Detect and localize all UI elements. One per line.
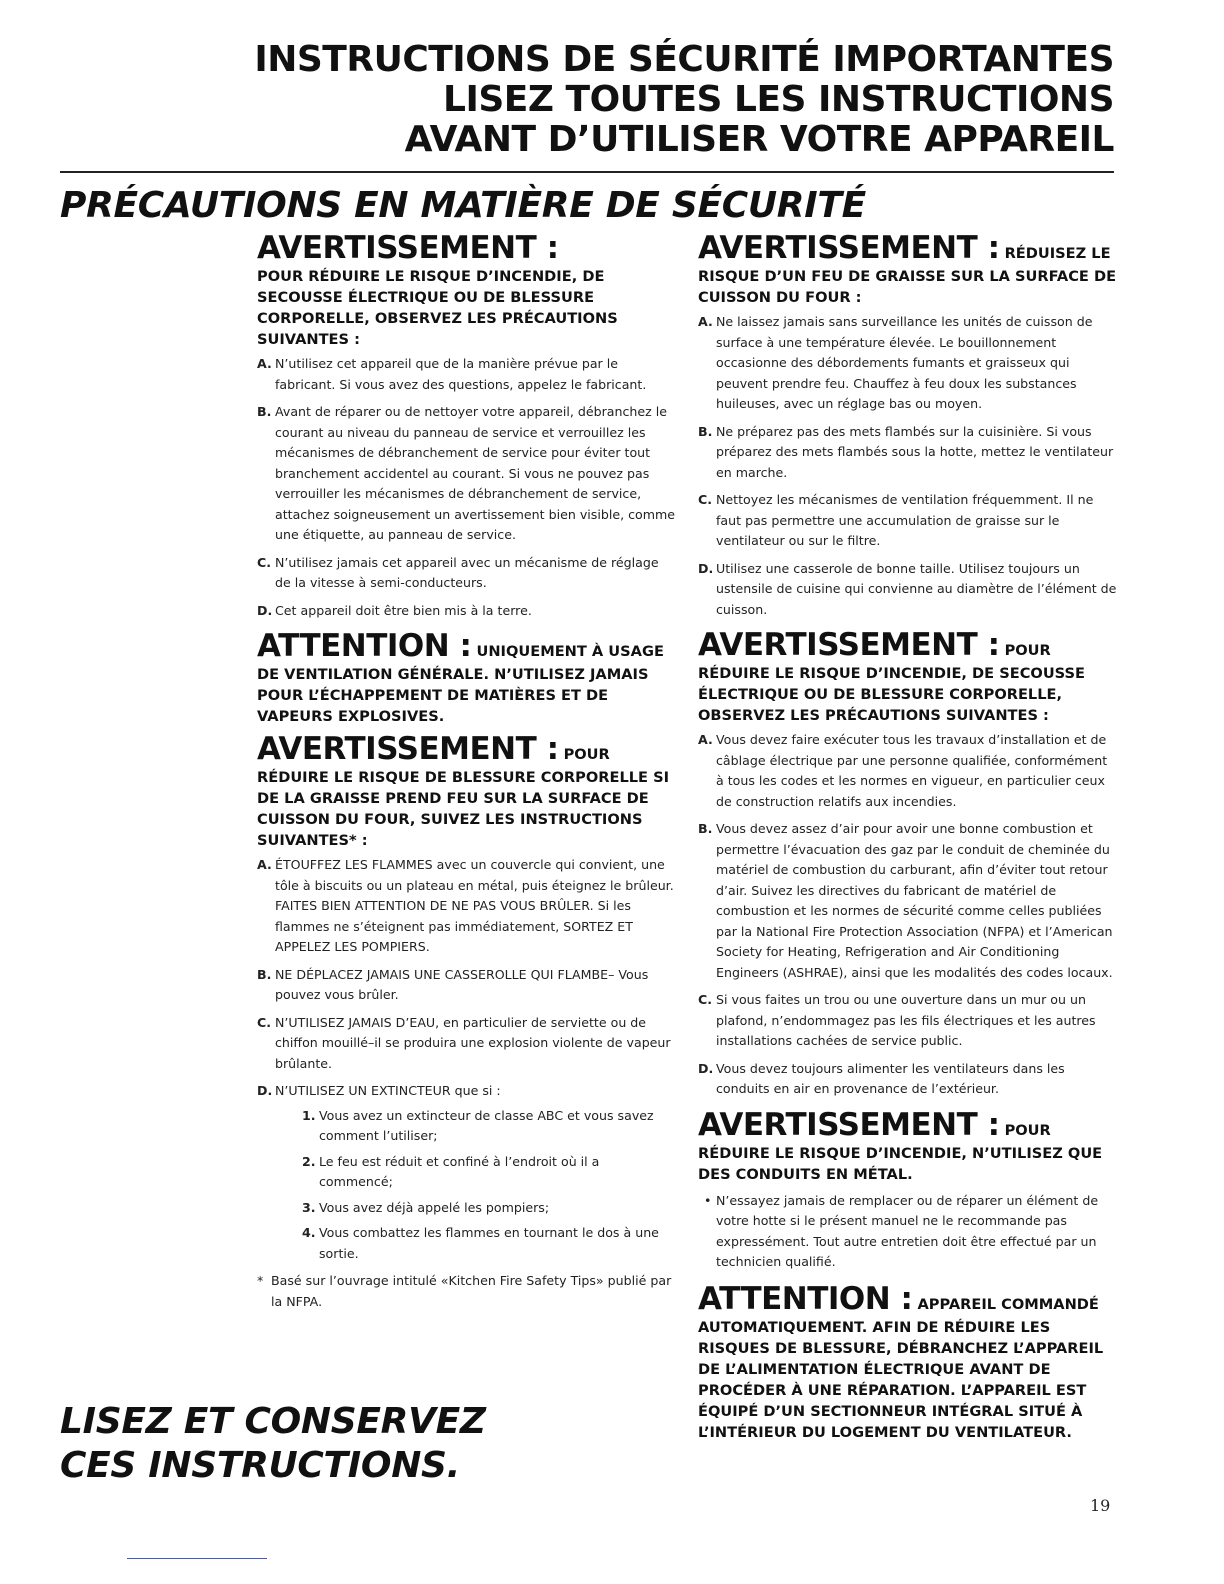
warning-word: AVERTISSEMENT [698, 1106, 978, 1143]
list-item [257, 601, 675, 622]
sub-item-text: Le feu est réduit et confiné à l’endroit où il a commencé; [319, 1153, 600, 1189]
item-label: D. [698, 560, 714, 576]
item-text: N’utilisez cet appareil que de la manière prévue par le fabricant. Si vous avez des questions, appelez le fabricant. [275, 356, 647, 392]
item-text: N’UTILISEZ JAMAIS D’EAU, en particulier de serviette ou de chiffon mouillé–il se produira une explosion violente de vapeur brûlante. [275, 1014, 671, 1071]
list-item [257, 1013, 675, 1075]
warning-block-5 [698, 1107, 1118, 1273]
page-header [214, 40, 1114, 160]
item-label: C. [698, 992, 713, 1007]
caution-separator: : [449, 628, 472, 664]
item-label: B. [698, 423, 713, 439]
warning-text: POUR RÉDUIRE LE RISQUE D’INCENDIE, DE SECOUSSE ÉLECTRIQUE OU DE BLESSURE CORPORELLE, OBSERVEZ LES PRÉCAUTIONS SUIVANTES : [257, 268, 618, 348]
caution-text: UNIQUEMENT À USAGE DE VENTILATION GÉNÉRALE. N’UTILISEZ JAMAIS POUR L’ÉCHAPPEMENT DE MATIÈRES ET DE VAPEURS EXPLOSIVES. [257, 643, 664, 725]
item-label: B. [257, 966, 272, 982]
warning-word: AVERTISSEMENT [698, 230, 978, 266]
item-label: C. [698, 492, 713, 507]
bullet-item [698, 1191, 1118, 1273]
warning-word: AVERTISSEMENT [698, 627, 978, 663]
item-label: A. [257, 857, 272, 872]
item-label: A. [257, 356, 272, 371]
header-line-3: AVANT D’UTILISER VOTRE APPAREIL [404, 119, 1114, 160]
sub-item-text: Vous avez déjà appelé les pompiers; [319, 1199, 550, 1215]
warning-text: POUR RÉDUIRE LE RISQUE D’INCENDIE, N’UTILISEZ QUE DES CONDUITS EN MÉTAL. [698, 1121, 1103, 1183]
list-item [698, 819, 1118, 983]
list-item [257, 354, 675, 395]
closing-line-2: CES INSTRUCTIONS. [60, 1445, 461, 1486]
list-item [698, 1059, 1118, 1100]
item-text: N’utilisez jamais cet appareil avec un mécanisme de réglage de la vitesse à semi-conducteurs. [275, 554, 659, 590]
warning-text: POUR RÉDUIRE LE RISQUE DE BLESSURE CORPORELLE SI DE LA GRAISSE PREND FEU SUR LA SURFACE DE CUISSON DU FOUR, SUIVEZ LES INSTRUCTIONS SUIVANTES* : [257, 746, 670, 849]
list-item [698, 730, 1118, 812]
caution-block-1 [257, 628, 675, 727]
warning-text: POUR RÉDUIRE LE RISQUE D’INCENDIE, DE SECOUSSE ÉLECTRIQUE OU DE BLESSURE CORPORELLE, OBSERVEZ LES PRÉCAUTIONS SUIVANTES : [698, 642, 1085, 724]
item-text: Ne préparez pas des mets flambés sur la cuisinière. Si vous préparez des mets flambés sous la hotte, mettez le ventilateur en marche. [716, 423, 1114, 480]
item-text: Vous devez faire exécuter tous les travaux d’installation et de câblage électrique par une personne qualifiée, conformément à tous les codes et les normes en vigueur, en particulier ceux de construction relatifs aux incendies. [716, 732, 1108, 809]
item-text: Si vous faites un trou ou une ouverture dans un mur ou un plafond, n’endommagez pas les fils électriques et les autres installations cachées de service public. [716, 992, 1096, 1048]
list-item [257, 965, 675, 1006]
warning-separator: : [977, 627, 1000, 663]
list-item [698, 559, 1118, 621]
sub-list-item [275, 1198, 675, 1219]
warning-separator: : [536, 230, 559, 266]
sub-item-label: 3. [302, 1199, 316, 1215]
item-text: Cet appareil doit être bien mis à la terre. [275, 602, 532, 618]
list-item [257, 402, 675, 546]
list-item [698, 990, 1118, 1052]
item-text: N’UTILISEZ UN EXTINCTEUR que si : [275, 1083, 501, 1098]
warning-separator: : [536, 731, 559, 767]
caution-word: ATTENTION [698, 1280, 891, 1317]
item-label: A. [698, 732, 713, 747]
list-item [698, 312, 1118, 415]
footnote [257, 1271, 675, 1312]
item-text: Utilisez une casserole de bonne taille. Utilisez toujours un ustensile de cuisine qui convienne au diamètre de l’élément de cuisson. [716, 560, 1117, 617]
item-label: D. [257, 1083, 273, 1098]
sub-list-item [275, 1106, 675, 1147]
caution-separator: : [890, 1280, 913, 1317]
item-label: B. [257, 404, 272, 419]
left-column [257, 230, 675, 1316]
warning-word: AVERTISSEMENT [257, 230, 537, 266]
item-label: D. [698, 1060, 714, 1076]
warning-separator: : [977, 230, 1000, 266]
item-text: Vous devez toujours alimenter les ventilateurs dans les conduits en air en provenance de l’extérieur. [716, 1060, 1065, 1096]
caution-text-block [257, 628, 675, 727]
item-label: D. [257, 602, 273, 618]
item-text: NE DÉPLACEZ JAMAIS UNE CASSEROLLE QUI FLAMBE– Vous pouvez vous brûler. [275, 966, 649, 1002]
item-text: Nettoyez les mécanismes de ventilation fréquemment. Il ne faut pas permettre une accumulation de graisse sur le ventilateur ou sur le filtre. [716, 492, 1094, 548]
caution-text: APPAREIL COMMANDÉ AUTOMATIQUEMENT. AFIN DE RÉDUIRE LES RISQUES DE BLESSURE, DÉBRANCHEZ L’APPAREIL DE L’ALIMENTATION ÉLECTRIQUE AVANT DE PROCÉDER À UNE RÉPARATION. L’APPAREIL EST ÉQUIPÉ D’UN SECTIONNEUR INTÉGRAL SITUÉ À L’INTÉRIEUR DU LOGEMENT DU VENTILATEUR. [698, 1295, 1104, 1441]
bullet-mark: • [704, 1192, 712, 1208]
sub-list-item [275, 1223, 675, 1264]
warning-block-2 [257, 731, 675, 1312]
item-label: B. [698, 821, 713, 836]
header-line-1: INSTRUCTIONS DE SÉCURITÉ IMPORTANTES [254, 39, 1114, 80]
item-label: C. [257, 1014, 272, 1030]
header-rule [60, 171, 1114, 173]
sub-item-label: 4. [302, 1225, 316, 1240]
footnote-mark: * [257, 1273, 264, 1288]
footnote-text: Basé sur l’ouvrage intitulé «Kitchen Fire Safety Tips» publié par la NFPA. [271, 1273, 672, 1309]
warning-text-block [698, 627, 1118, 726]
sub-item-text: Vous combattez les flammes en tournant le dos à une sortie. [319, 1225, 659, 1261]
item-label: C. [257, 554, 272, 570]
list-item [257, 553, 675, 594]
list-item [257, 855, 675, 958]
right-column [698, 230, 1118, 1447]
sub-item-label: 2. [302, 1153, 316, 1169]
caution-text-block [698, 1281, 1118, 1443]
warning-word: AVERTISSEMENT [257, 731, 537, 767]
sub-list-item [275, 1152, 675, 1193]
sub-item-label: 1. [302, 1107, 316, 1123]
item-text: Avant de réparer ou de nettoyer votre appareil, débranchez le courant au niveau du panneau de service et verrouillez les mécanismes de débranchement de service pour éviter tout branchement accidentel au courant. Si vous ne pouvez pas verrouiller les mécanismes de débranchement de service, attachez soigneusement un avertissement bien visible, comme une étiquette, au panneau de service. [275, 404, 676, 542]
item-label: A. [698, 314, 713, 329]
item-text: ÉTOUFFEZ LES FLAMMES avec un couvercle qui convient, une tôle à biscuits ou un plateau en métal, puis éteignez le brûleur. FAITES BIEN ATTENTION DE NE PAS VOUS BRÛLER. Si les flammes ne s’éteignent pas immédiatement, SORTEZ ET APPELEZ LES POMPIERS. [275, 857, 674, 954]
warning-text-block [698, 230, 1118, 308]
page-number: 19 [1090, 1496, 1111, 1515]
footer-divider [127, 1558, 267, 1559]
warning-text-block [257, 731, 675, 851]
list-item [698, 422, 1118, 484]
sub-list [275, 1106, 675, 1265]
closing-statement [60, 1400, 486, 1488]
warning-separator: : [977, 1106, 1000, 1143]
list-item [257, 1081, 675, 1264]
warning-block-3 [698, 230, 1118, 620]
warning-block-4 [698, 627, 1118, 1100]
warning-heading [257, 230, 675, 266]
item-text: Vous devez assez d’air pour avoir une bonne combustion et permettre l’évacuation des gaz par le conduit de cheminée du matériel de combustion du carburant, afin d’éviter tout retour d’air. Suivez les directives du fabricant de matériel de combustion et les normes de sécurité comme celles publiées par la National Fire Protection Association (NFPA) et l’American Society for Heating, Refrigeration and Air Conditioning Engineers (ASHRAE), ainsi que les modalités des codes locaux. [716, 821, 1113, 980]
warning-text: RÉDUISEZ LE RISQUE D’UN FEU DE GRAISSE SUR LA SURFACE DE CUISSON DU FOUR : [698, 245, 1117, 306]
list-item [698, 490, 1118, 552]
warning-text-block [698, 1107, 1118, 1185]
bullet-text: N’essayez jamais de remplacer ou de réparer un élément de votre hotte si le présent manuel ne le recommande pas expressément. Tout autre entretien doit être effectué par un technicien qualifié. [716, 1192, 1099, 1269]
warning-block-1 [257, 230, 675, 621]
closing-line-1: LISEZ ET CONSERVEZ [60, 1401, 486, 1442]
sub-item-text: Vous avez un extincteur de classe ABC et vous savez comment l’utiliser; [319, 1107, 654, 1143]
section-title: PRÉCAUTIONS EN MATIÈRE DE SÉCURITÉ [60, 185, 866, 226]
item-text: Ne laissez jamais sans surveillance les unités de cuisson de surface à une température élevée. Le bouillonnement occasionne des débordements fumants et graisseux qui peuvent prendre feu. Chauffez à feu doux les substances huileuses, avec un réglage bas ou moyen. [716, 314, 1093, 411]
caution-block-2 [698, 1281, 1118, 1443]
caution-word: ATTENTION [257, 628, 450, 664]
header-line-2: LISEZ TOUTES LES INSTRUCTIONS [443, 79, 1114, 120]
